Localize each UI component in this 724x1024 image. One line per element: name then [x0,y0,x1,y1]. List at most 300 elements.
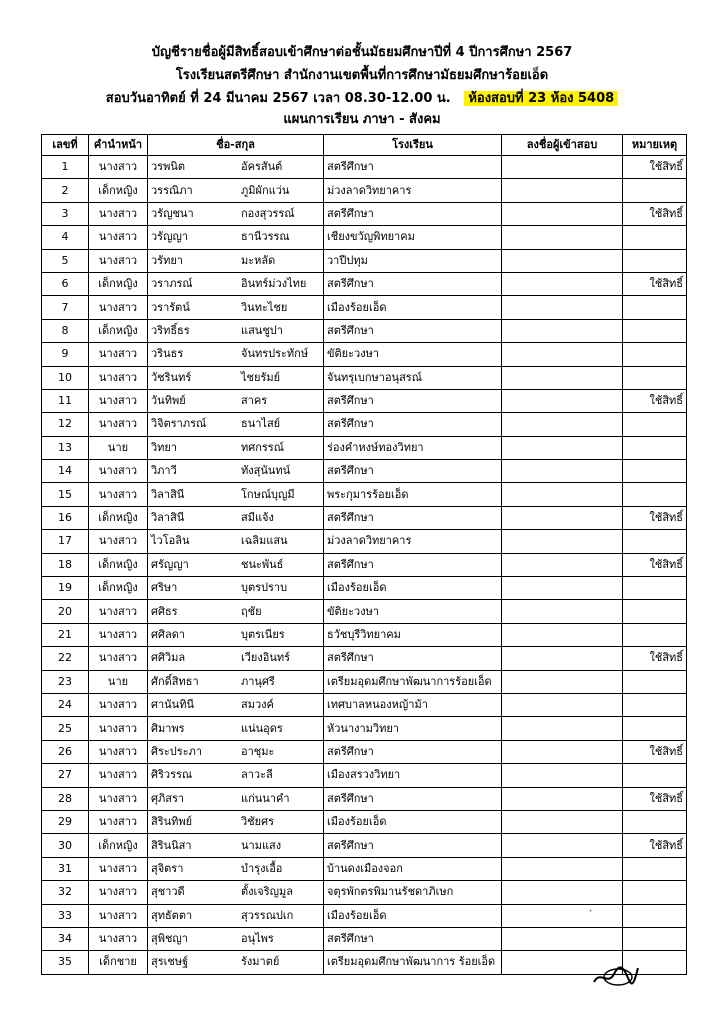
signature-cell [502,857,623,880]
signature-cell [502,226,623,249]
remark [623,249,687,272]
last-name: เฉลิมแสน [241,534,288,548]
student-name [148,717,324,740]
row-number: 24 [42,693,89,716]
column-header-prefix: คำนำหน้า [89,135,148,156]
first-name: วรินธร [151,347,184,361]
column-header-signature: ลงชื่อผู้เข้าสอบ [502,135,623,156]
row-number: 9 [42,343,89,366]
remark [623,927,687,950]
school-name: ขัติยะวงษา [324,600,502,623]
row-number: 29 [42,810,89,833]
table-row [42,927,687,950]
school-name: ร่องคำหงษ์ทองวิทยา [324,436,502,459]
first-name: สุพิชญา [151,932,188,946]
first-name: วิลาสินี [151,511,185,525]
table-row [42,506,687,529]
row-number: 28 [42,787,89,810]
school-name: หัวนางามวิทยา [324,717,502,740]
student-name [148,249,324,272]
student-name [148,647,324,670]
signature-cell [502,202,623,225]
student-name [148,202,324,225]
row-number: 35 [42,951,89,974]
row-number: 16 [42,506,89,529]
last-name: ธนาไสย์ [241,417,281,431]
row-number: 21 [42,623,89,646]
last-name: กองสุวรรณ์ [241,206,295,220]
remark [623,343,687,366]
row-number: 27 [42,764,89,787]
table-row [42,319,687,342]
remark: ใช้สิทธิ์ [623,553,687,576]
first-name: ไวโอลิน [151,534,190,548]
last-name: ธานีวรรณ [241,230,290,244]
row-number: 5 [42,249,89,272]
name-prefix: นางสาว [89,623,148,646]
table-header-row [42,135,687,156]
table-row [42,623,687,646]
first-name: สุรเชษฐ์ [151,955,189,969]
remark: ใช้สิทธิ์ [623,834,687,857]
signature-cell [502,296,623,319]
last-name: ลาวะลี [241,768,273,782]
signature-cell [502,623,623,646]
remark [623,600,687,623]
signature-cell [502,834,623,857]
signature-cell [502,460,623,483]
first-name: วิจิตราภรณ์ [151,417,207,431]
remark [623,319,687,342]
last-name: สาคร [241,394,268,408]
table-row [42,881,687,904]
table-row [42,389,687,412]
table-row [42,226,687,249]
remark: ใช้สิทธิ์ [623,647,687,670]
table-row [42,249,687,272]
first-name: วรัญชนา [151,206,194,220]
exam-date-text: สอบวันอาทิตย์ ที่ 24 มีนาคม 2567 เวลา 08.30-12.00 น. [105,91,451,106]
last-name: สมีแจ้ง [241,511,274,525]
last-name: แก่นนาคำ [241,791,290,805]
remark [623,857,687,880]
signature-cell [502,600,623,623]
school-name: ม่วงลาดวิทยาคาร [324,179,502,202]
signature-cell [502,577,623,600]
signature-cell [502,764,623,787]
school-name: เมืองร้อยเอ็ด [324,296,502,319]
student-name [148,857,324,880]
table-row [42,413,687,436]
row-number: 33 [42,904,89,927]
last-name: เวียงอินทร์ [241,651,291,665]
first-name: ศานันทินี [151,698,194,712]
remark [623,881,687,904]
school-name: สตรีศึกษา [324,389,502,412]
row-number: 14 [42,460,89,483]
row-number: 18 [42,553,89,576]
student-name [148,319,324,342]
remark [623,296,687,319]
student-name [148,670,324,693]
row-number: 15 [42,483,89,506]
first-name: วัชรินทร์ [151,370,192,384]
school-name: สตรีศึกษา [324,272,502,295]
school-name: ธวัชบุรีวิทยาคม [324,623,502,646]
last-name: ฤชัย [241,604,262,618]
last-name: บุตรปราบ [241,581,288,595]
school-name: สตรีศึกษา [324,460,502,483]
exam-room-highlight: ห้องสอบที่ 23 ห้อง 5408 [464,91,618,106]
study-program-line: แผนการเรียน ภาษา - สังคม [283,112,441,127]
row-number: 7 [42,296,89,319]
school-name: จันทรุเบกษาอนุสรณ์ [324,366,502,389]
signature-cell [502,366,623,389]
last-name: จันทรประทักษ์ [241,347,309,361]
row-number: 10 [42,366,89,389]
name-prefix: นางสาว [89,764,148,787]
row-number: 8 [42,319,89,342]
school-name: ขัติยะวงษา [324,343,502,366]
table-row [42,740,687,763]
table-row [42,764,687,787]
student-name [148,881,324,904]
remark [623,670,687,693]
student-roster-table [41,134,687,975]
name-prefix: เด็กหญิง [89,319,148,342]
name-prefix: นางสาว [89,787,148,810]
first-name: ศักดิ์สิทธา [151,674,199,688]
school-name: พระกุมารร้อยเอ็ด [324,483,502,506]
last-name: โกษณ์บุญมี [241,487,295,501]
name-prefix: นางสาว [89,881,148,904]
last-name: ชนะพันธ์ [241,557,284,571]
student-name [148,226,324,249]
first-name: วรรณิภา [151,183,193,197]
first-name: ศิมาพร [151,721,185,735]
remark: ใช้สิทธิ์ [623,740,687,763]
last-name: บุตรเนียร [241,628,285,641]
student-name [148,272,324,295]
remark: ใช้สิทธิ์ [623,787,687,810]
first-name: สุทธัตตา [151,908,193,922]
last-name: อินทร์ม่วงไทย [241,277,307,291]
row-number: 32 [42,881,89,904]
signature-cell [502,530,623,553]
first-name: วรพนิต [151,160,185,174]
student-name [148,413,324,436]
signature-cell [502,881,623,904]
signature-cell [502,249,623,272]
row-number: 17 [42,530,89,553]
student-name [148,951,324,974]
name-prefix: เด็กชาย [89,951,148,974]
student-name [148,600,324,623]
student-name [148,366,324,389]
first-name: ศุภิสรา [151,791,185,805]
school-name: เมืองร้อยเอ็ด [324,810,502,833]
table-row [42,857,687,880]
signature-cell [502,904,623,927]
student-name [148,764,324,787]
school-name: สตรีศึกษา [324,740,502,763]
student-name [148,623,324,646]
student-name [148,834,324,857]
row-number: 30 [42,834,89,857]
first-name: วรัญญา [151,230,189,244]
name-prefix: นางสาว [89,530,148,553]
name-prefix: นางสาว [89,226,148,249]
row-number: 12 [42,413,89,436]
table-row [42,647,687,670]
remark [623,460,687,483]
last-name: ภานุศรี [241,674,275,688]
first-name: สุชาวดี [151,885,185,899]
name-prefix: นางสาว [89,927,148,950]
remark [623,413,687,436]
table-row [42,202,687,225]
table-row [42,436,687,459]
remark [623,179,687,202]
last-name: ทังสุนันทน์ [241,464,291,478]
table-row [42,179,687,202]
table-row [42,787,687,810]
remark [623,904,687,927]
name-prefix: เด็กหญิง [89,272,148,295]
last-name: อาชุมะ [241,744,275,758]
row-number: 11 [42,389,89,412]
signature-cell [502,810,623,833]
remark [623,810,687,833]
name-prefix: เด็กหญิง [89,179,148,202]
student-name [148,483,324,506]
signature-cell [502,272,623,295]
name-prefix: นางสาว [89,904,148,927]
student-name [148,740,324,763]
signature-cell [502,319,623,342]
signature-cell [502,647,623,670]
column-header-school: โรงเรียน [324,135,502,156]
school-name: เตรียมอุดมศึกษาพัฒนาการ ร้อยเอ็ด [324,951,502,974]
remark: ใช้สิทธิ์ [623,506,687,529]
signature-cell [502,693,623,716]
table-row [42,810,687,833]
table-row [42,366,687,389]
row-number: 19 [42,577,89,600]
name-prefix: นางสาว [89,413,148,436]
first-name: ศศิวิมล [151,651,186,665]
row-number: 13 [42,436,89,459]
student-name [148,577,324,600]
document-title: บัญชีรายชื่อผู้มีสิทธิ์สอบเข้าศึกษาต่อชั้นมัธยมศึกษาปีที่ 4 ปีการศึกษา 2567 [151,45,573,60]
signature-cell [502,343,623,366]
signature-cell [502,787,623,810]
school-name: สตรีศึกษา [324,156,502,179]
student-name [148,693,324,716]
remark [623,623,687,646]
table-row [42,343,687,366]
school-name: สตรีศึกษา [324,553,502,576]
row-number: 6 [42,272,89,295]
first-name: วันทิพย์ [151,394,186,408]
name-prefix: นางสาว [89,156,148,179]
remark [623,717,687,740]
first-name: วิภาวี [151,464,177,478]
signature-cell [502,670,623,693]
last-name: อัครสันต์ [241,160,283,174]
last-name: ไชยรัมย์ [241,370,281,384]
column-header-name: ชื่อ-สกุล [148,135,324,156]
table-row [42,553,687,576]
signature-cell [502,483,623,506]
name-prefix: นางสาว [89,343,148,366]
name-prefix: นางสาว [89,249,148,272]
school-name: บ้านดงเมืองจอก [324,857,502,880]
first-name: ศิระประภา [151,744,203,758]
school-name: สตรีศึกษา [324,927,502,950]
row-number: 23 [42,670,89,693]
name-prefix: นางสาว [89,483,148,506]
row-number: 4 [42,226,89,249]
name-prefix: เด็กหญิง [89,834,148,857]
last-name: บำรุงเอื้อ [241,861,283,875]
last-name: ตั้งเจริญมูล [241,885,293,899]
table-row [42,156,687,179]
remark [623,483,687,506]
first-name: สิรินทิพย์ [151,815,193,829]
remark: ใช้สิทธิ์ [623,272,687,295]
first-name: ศรัญญา [151,557,189,571]
student-name [148,156,324,179]
row-number: 2 [42,179,89,202]
table-row [42,834,687,857]
name-prefix: นางสาว [89,717,148,740]
student-name [148,436,324,459]
remark [623,693,687,716]
student-name [148,506,324,529]
last-name: นามแสง [241,838,282,852]
row-number: 22 [42,647,89,670]
school-name: สตรีศึกษา [324,413,502,436]
remark [623,226,687,249]
name-prefix: นางสาว [89,857,148,880]
student-name [148,179,324,202]
name-prefix: นางสาว [89,600,148,623]
table-row [42,530,687,553]
row-number: 34 [42,927,89,950]
student-name [148,810,324,833]
first-name: สุจิตรา [151,861,184,875]
table-row [42,460,687,483]
remark [623,764,687,787]
table-row [42,693,687,716]
school-name: เมืองสรวงวิทยา [324,764,502,787]
remark: ใช้สิทธิ์ [623,202,687,225]
signature-cell [502,179,623,202]
last-name: ภูมิผักแว่น [241,183,290,197]
name-prefix: เด็กหญิง [89,506,148,529]
name-prefix: นางสาว [89,460,148,483]
first-name: ศริษา [151,581,178,595]
remark: ใช้สิทธิ์ [623,389,687,412]
stray-mark: ˊ [588,910,593,920]
table-row [42,296,687,319]
last-name: มะหลัด [241,253,276,267]
last-name: ทศกรรณ์ [241,440,284,454]
signature-cell [502,553,623,576]
school-name: สตรีศึกษา [324,319,502,342]
school-name: สตรีศึกษา [324,202,502,225]
student-name [148,787,324,810]
table-row [42,670,687,693]
first-name: วริทธิ์ธร [151,323,190,337]
school-name: สตรีศึกษา [324,506,502,529]
student-name [148,530,324,553]
roster-body [42,156,687,975]
student-name [148,927,324,950]
name-prefix: นาย [89,436,148,459]
last-name: แน่นอุดร [241,721,283,735]
student-name [148,296,324,319]
table-row [42,600,687,623]
student-name [148,389,324,412]
last-name: แสนชูปา [241,323,283,337]
last-name: สมวงค์ [241,698,274,712]
student-name [148,343,324,366]
school-name: จตุรพักตรพิมานรัชดาภิเษก [324,881,502,904]
school-name: เทศบาลหนองหญ้าม้า [324,693,502,716]
signature-cell [502,927,623,950]
first-name: ศิริวรรณ [151,768,193,782]
first-name: วรารัตน์ [151,300,190,314]
first-name: วรัทยา [151,253,183,267]
handwritten-signature [590,962,642,990]
signature-cell [502,740,623,763]
student-name [148,553,324,576]
school-name: เมืองร้อยเอ็ด [324,577,502,600]
school-line: โรงเรียนสตรีศึกษา สำนักงานเขตพื้นที่การศึกษามัธยมศึกษาร้อยเอ็ด [175,68,549,83]
last-name: สุวรรณปเก [241,908,294,922]
student-name [148,460,324,483]
school-name: เตรียมอุดมศึกษาพัฒนาการร้อยเอ็ด [324,670,502,693]
school-name: เมืองร้อยเอ็ด [324,904,502,927]
remark [623,530,687,553]
first-name: วิทยา [151,440,178,454]
signature-cell [502,389,623,412]
column-header-no: เลขที่ [42,135,89,156]
exam-info-line [0,90,724,108]
row-number: 20 [42,600,89,623]
row-number: 26 [42,740,89,763]
signature-cell [502,413,623,436]
name-prefix: นางสาว [89,693,148,716]
student-name [148,904,324,927]
name-prefix: นางสาว [89,740,148,763]
signature-cell [502,156,623,179]
last-name: วินทะไชย [241,300,288,314]
name-prefix: นางสาว [89,647,148,670]
name-prefix: นางสาว [89,389,148,412]
row-number: 1 [42,156,89,179]
first-name: ศศิธร [151,604,178,618]
table-row [42,577,687,600]
school-name: สตรีศึกษา [324,834,502,857]
row-number: 25 [42,717,89,740]
last-name: วิชัยศร [241,815,274,829]
column-header-note: หมายเหตุ [623,135,687,156]
table-row [42,272,687,295]
name-prefix: นางสาว [89,810,148,833]
